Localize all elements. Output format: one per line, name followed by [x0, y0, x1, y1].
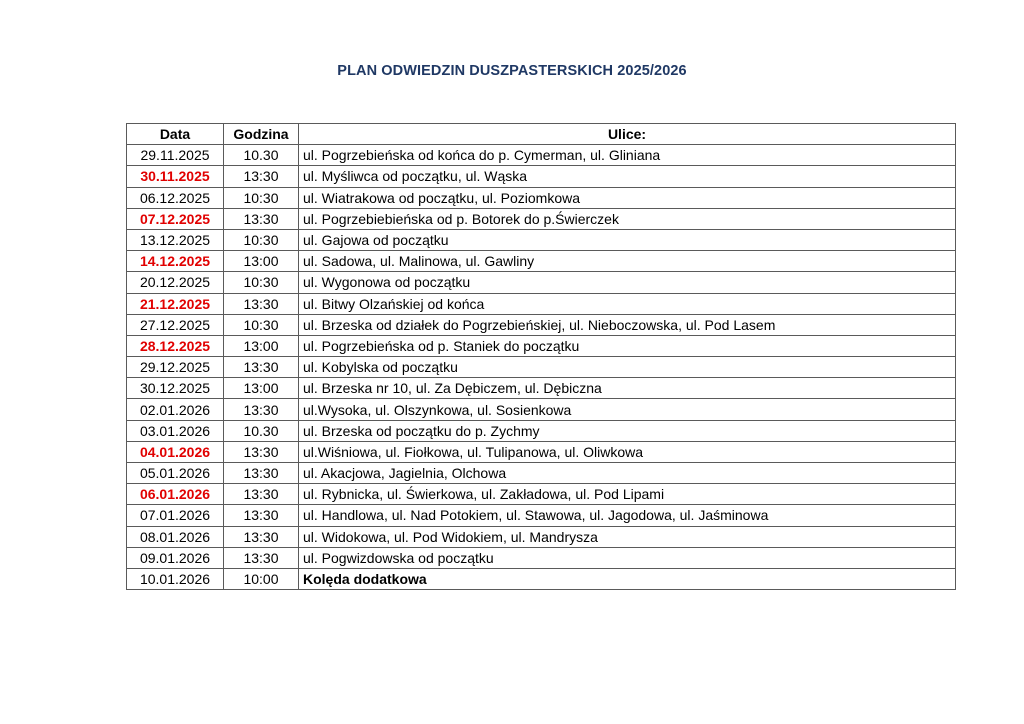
- visit-time: 10.30: [224, 420, 299, 441]
- visit-streets: ul. Wygonowa od początku: [299, 272, 956, 293]
- table-row: [127, 229, 956, 250]
- visit-date: 02.01.2026: [127, 399, 224, 420]
- visit-streets: Kolęda dodatkowa: [299, 568, 956, 589]
- visit-schedule-table: [126, 123, 956, 590]
- table-row: [127, 145, 956, 166]
- visit-time: 13:30: [224, 357, 299, 378]
- visit-date: 27.12.2025: [127, 314, 224, 335]
- table-header-row: [127, 124, 956, 145]
- header-streets: Ulice:: [299, 124, 956, 145]
- table-row: [127, 314, 956, 335]
- visit-streets: ul. Gajowa od początku: [299, 229, 956, 250]
- visit-streets: ul. Brzeska od działek do Pogrzebieńskiej, ul. Nieboczowska, ul. Pod Lasem: [299, 314, 956, 335]
- visit-date: 13.12.2025: [127, 229, 224, 250]
- table-body: [127, 145, 956, 590]
- visit-date: 10.01.2026: [127, 568, 224, 589]
- visit-time: 10:00: [224, 568, 299, 589]
- visit-time: 13:30: [224, 441, 299, 462]
- visit-streets: ul. Rybnicka, ul. Świerkowa, ul. Zakładowa, ul. Pod Lipami: [299, 484, 956, 505]
- visit-streets: ul.Wysoka, ul. Olszynkowa, ul. Sosienkowa: [299, 399, 956, 420]
- visit-date: 07.01.2026: [127, 505, 224, 526]
- page-title: PLAN ODWIEDZIN DUSZPASTERSKICH 2025/2026: [337, 63, 687, 79]
- visit-time: 13:00: [224, 335, 299, 356]
- visit-time: 13:30: [224, 166, 299, 187]
- visit-streets: ul. Handlowa, ul. Nad Potokiem, ul. Stawowa, ul. Jagodowa, ul. Jaśminowa: [299, 505, 956, 526]
- visit-time: 13:30: [224, 505, 299, 526]
- table-row: [127, 208, 956, 229]
- table-row: [127, 441, 956, 462]
- visit-date: 30.11.2025: [127, 166, 224, 187]
- visit-date: 08.01.2026: [127, 526, 224, 547]
- visit-time: 10.30: [224, 145, 299, 166]
- visit-streets: ul. Pogwizdowska od początku: [299, 547, 956, 568]
- visit-date: 09.01.2026: [127, 547, 224, 568]
- visit-time: 13:30: [224, 399, 299, 420]
- visit-time: 10:30: [224, 229, 299, 250]
- table-row: [127, 547, 956, 568]
- visit-date: 21.12.2025: [127, 293, 224, 314]
- visit-time: 13:00: [224, 251, 299, 272]
- visit-time: 13:30: [224, 208, 299, 229]
- visit-date: 05.01.2026: [127, 463, 224, 484]
- visit-time: 13:30: [224, 484, 299, 505]
- header-date: Data: [127, 124, 224, 145]
- visit-date: 06.12.2025: [127, 187, 224, 208]
- visit-streets: ul. Akacjowa, Jagielnia, Olchowa: [299, 463, 956, 484]
- table-row: [127, 420, 956, 441]
- visit-date: 29.12.2025: [127, 357, 224, 378]
- visit-streets: ul. Widokowa, ul. Pod Widokiem, ul. Mandrysza: [299, 526, 956, 547]
- table-row: [127, 293, 956, 314]
- table-row: [127, 505, 956, 526]
- visit-streets: ul. Bitwy Olzańskiej od końca: [299, 293, 956, 314]
- table-row: [127, 526, 956, 547]
- visit-streets: ul. Brzeska od początku do p. Zychmy: [299, 420, 956, 441]
- table-row: [127, 251, 956, 272]
- header-time: Godzina: [224, 124, 299, 145]
- visit-streets: ul.Wiśniowa, ul. Fiołkowa, ul. Tulipanowa, ul. Oliwkowa: [299, 441, 956, 462]
- table-row: [127, 335, 956, 356]
- visit-date: 14.12.2025: [127, 251, 224, 272]
- table-row: [127, 357, 956, 378]
- table-row: [127, 399, 956, 420]
- visit-date: 30.12.2025: [127, 378, 224, 399]
- table-row: [127, 484, 956, 505]
- table-row: [127, 166, 956, 187]
- visit-streets: ul. Wiatrakowa od początku, ul. Poziomkowa: [299, 187, 956, 208]
- visit-streets: ul. Pogrzebieńska od końca do p. Cymerman, ul. Gliniana: [299, 145, 956, 166]
- visit-streets: ul. Sadowa, ul. Malinowa, ul. Gawliny: [299, 251, 956, 272]
- visit-date: 28.12.2025: [127, 335, 224, 356]
- visit-streets: ul. Brzeska nr 10, ul. Za Dębiczem, ul. Dębiczna: [299, 378, 956, 399]
- table-row: [127, 463, 956, 484]
- visit-date: 20.12.2025: [127, 272, 224, 293]
- visit-streets: ul. Pogrzebieńska od p. Staniek do początku: [299, 335, 956, 356]
- table-row: [127, 568, 956, 589]
- visit-time: 13:30: [224, 526, 299, 547]
- visit-date: 03.01.2026: [127, 420, 224, 441]
- visit-time: 10:30: [224, 187, 299, 208]
- table-row: [127, 378, 956, 399]
- visit-time: 13:30: [224, 293, 299, 314]
- visit-time: 13:00: [224, 378, 299, 399]
- visit-date: 29.11.2025: [127, 145, 224, 166]
- visit-time: 13:30: [224, 463, 299, 484]
- visit-date: 06.01.2026: [127, 484, 224, 505]
- visit-time: 10:30: [224, 314, 299, 335]
- visit-date: 04.01.2026: [127, 441, 224, 462]
- visit-time: 10:30: [224, 272, 299, 293]
- visit-streets: ul. Pogrzebiebieńska od p. Botorek do p.Świerczek: [299, 208, 956, 229]
- visit-streets: ul. Myśliwca od początku, ul. Wąska: [299, 166, 956, 187]
- table-row: [127, 272, 956, 293]
- visit-streets: ul. Kobylska od początku: [299, 357, 956, 378]
- visit-date: 07.12.2025: [127, 208, 224, 229]
- table-row: [127, 187, 956, 208]
- visit-time: 13:30: [224, 547, 299, 568]
